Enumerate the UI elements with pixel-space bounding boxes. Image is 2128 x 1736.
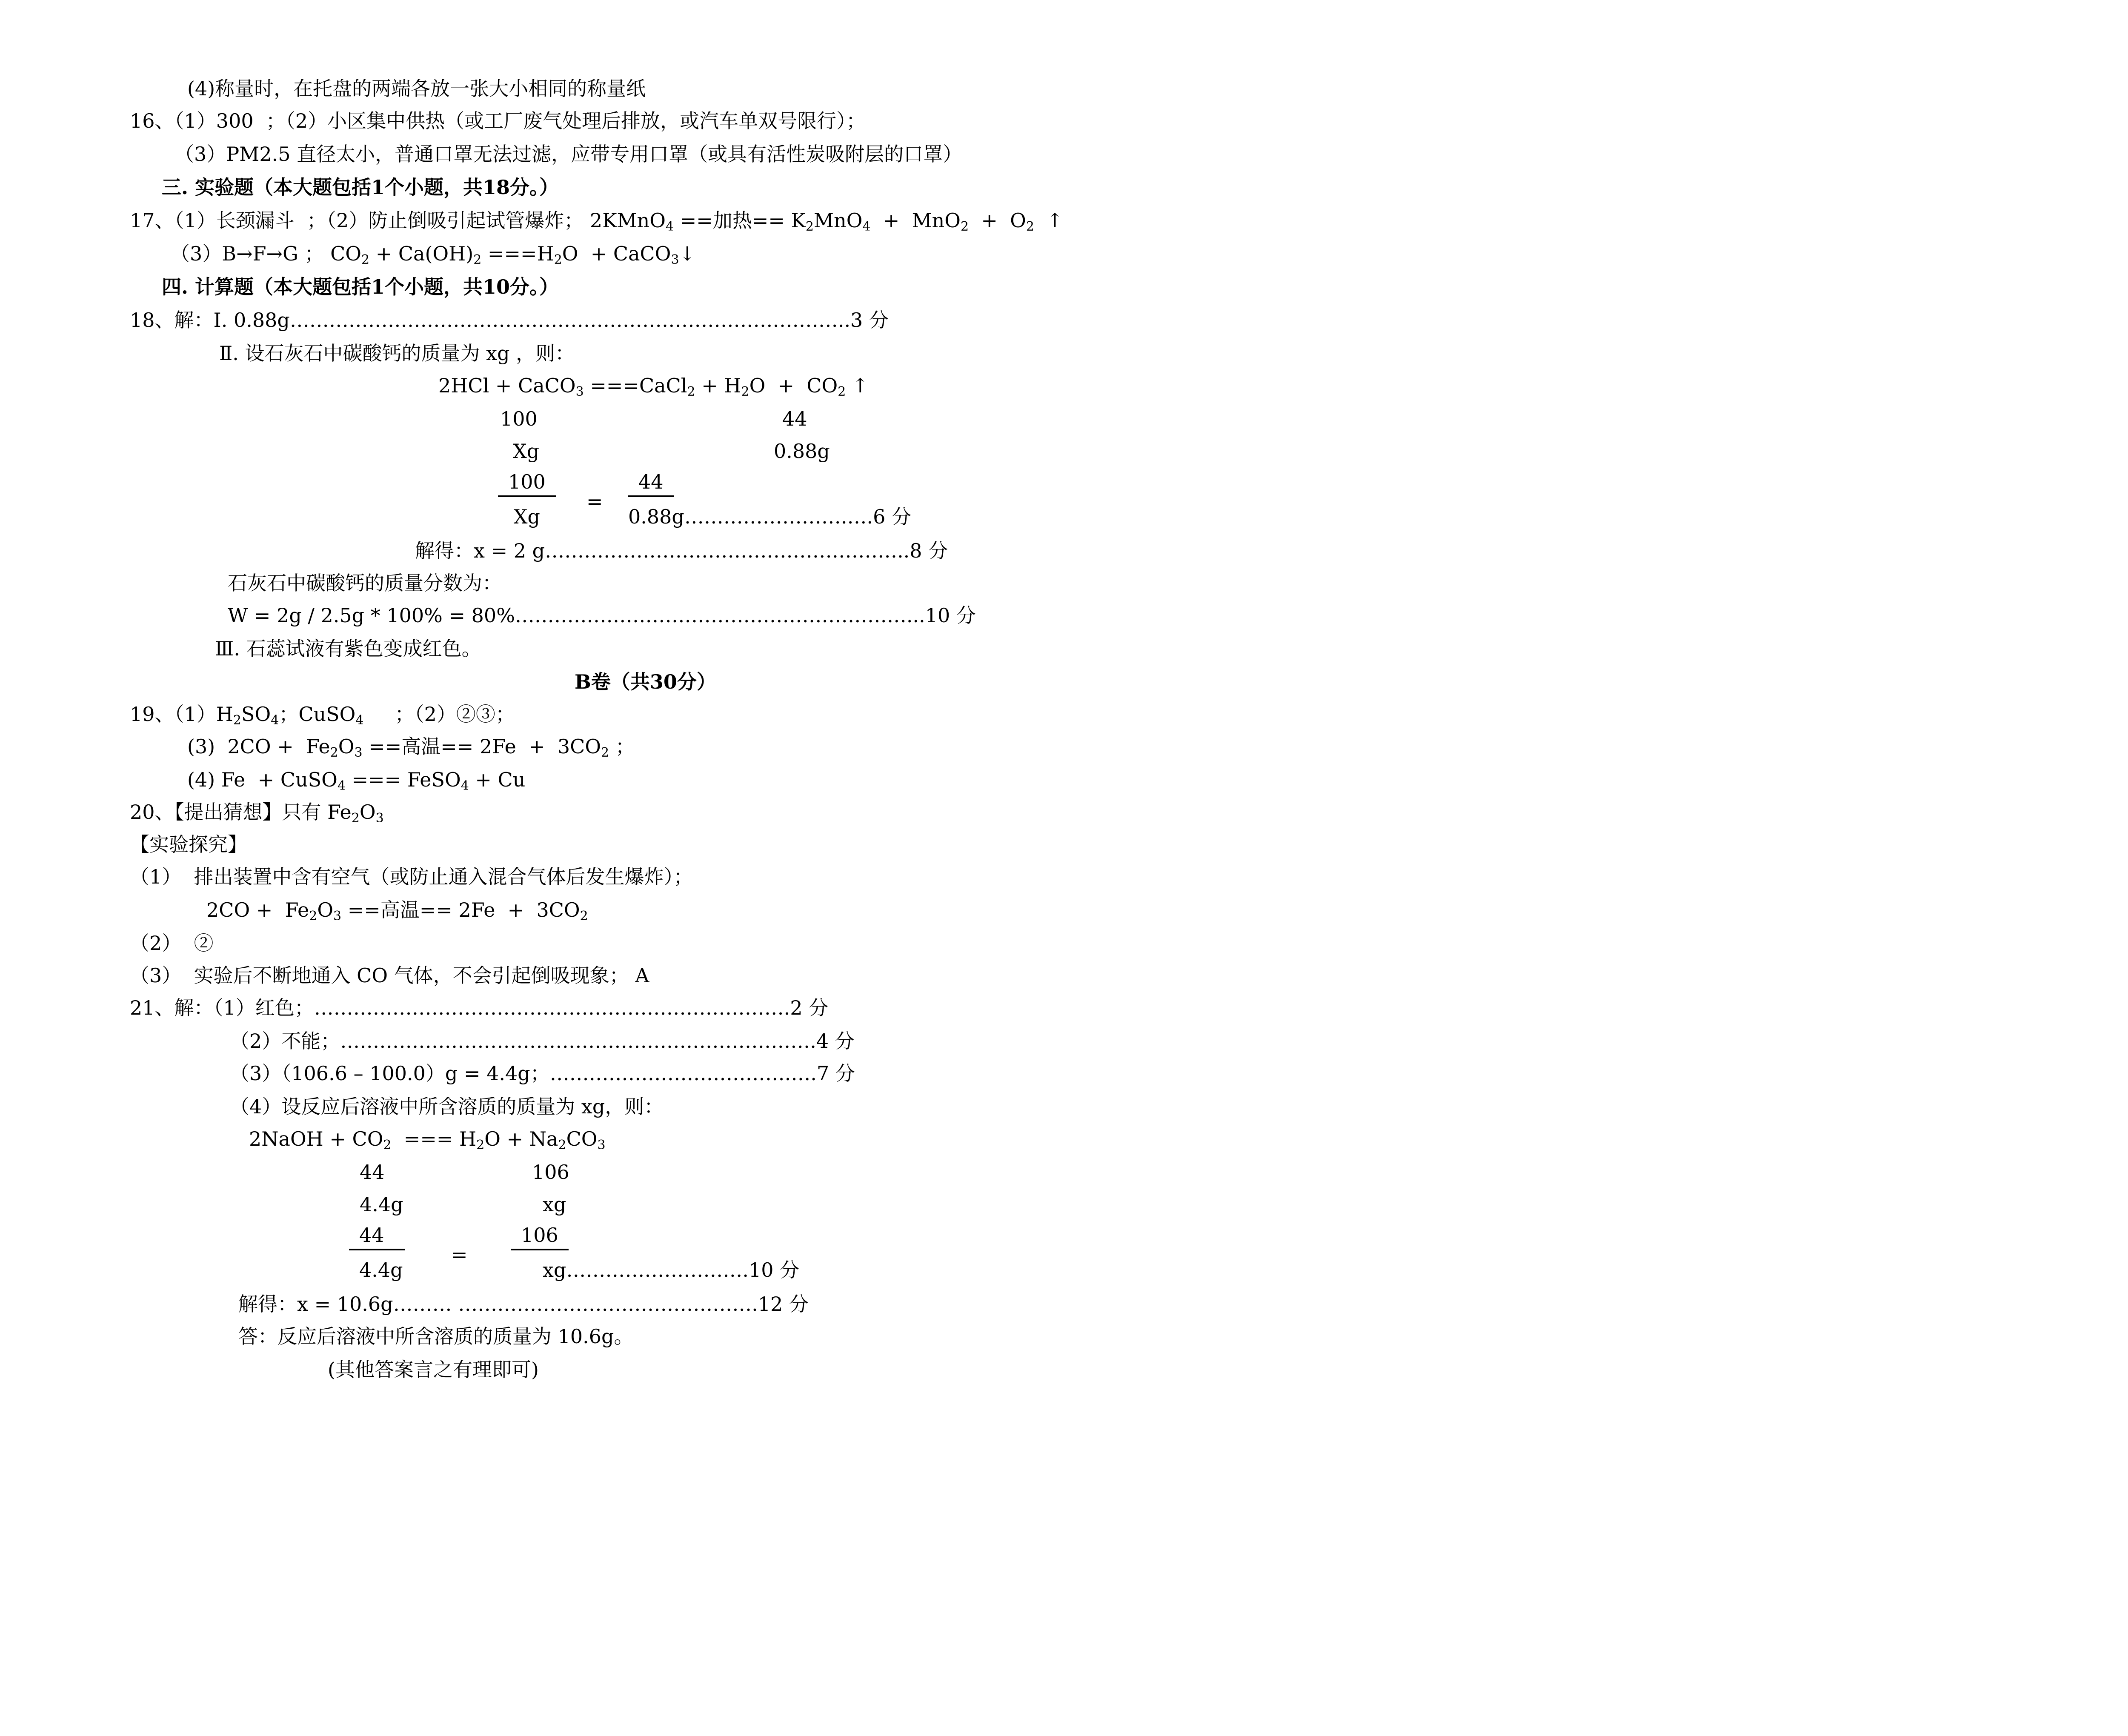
fraction-denominator: 0.88g…………………….….6 分	[628, 505, 912, 528]
answer-20-1-equation: $2CO + Fe_2O_3$ ==高温== $2Fe + 3CO_2$	[206, 898, 588, 924]
section-heading-experiment: 三. 实验题（本大题包括1个小题，共18分。）	[162, 176, 559, 199]
answer-20-2: （2） ②	[130, 932, 214, 955]
answer-15-4: (4)称量时，在托盘的两端各放一张大小相同的称量纸	[187, 77, 646, 100]
fraction-numerator: 44	[628, 470, 674, 497]
fraction-left	[498, 470, 556, 529]
answer-19-4: (4) Fe + CuSO$_4$ === FeSO$_4$ + Cu	[187, 768, 526, 793]
answer-20-1: （1） 排出装置中含有空气（或防止通入混合气体后发生爆炸）；	[130, 865, 693, 888]
equals-sign: =	[451, 1243, 468, 1266]
molar-mass-na2co3: 106	[532, 1161, 569, 1184]
solution-x: 解得：x = 2 g………………………………………………..8 分	[415, 539, 948, 562]
answer-19-3: (3) $2CO + Fe_2O_3$ ==高温== $2Fe + 3CO_2$ ；	[187, 735, 635, 760]
fraction-denominator: xg……………………….10 分	[543, 1258, 800, 1281]
fraction-right	[511, 1223, 799, 1283]
equation-naoh-co2: 2NaOH + $CO_2$ === $H_2O + Na_2CO_3$	[249, 1127, 606, 1153]
solution-x: 解得：x = 10.6g……… ……………………………………….12 分	[238, 1293, 809, 1316]
section-heading-b-paper: B卷（共30分）	[575, 670, 716, 693]
answer-16: 16、（1）300 ；（2）小区集中供热（或工厂废气处理后排放，或汽车单双号限行）；	[130, 109, 866, 132]
molar-mass-caco3: 100	[500, 407, 538, 430]
answer-20-3: （3） 实验后不断地通入 CO 气体，不会引起倒吸现象； A	[130, 964, 649, 987]
answer-20-hypothesis: 20、【提出猜想】只有 $Fe_2O_3$	[130, 801, 384, 826]
answer-21-2: （2）不能；……………………………………………………………….4 分	[230, 1030, 855, 1052]
molar-mass-co2: 44	[782, 407, 807, 430]
section-heading-calculation: 四. 计算题（本大题包括1个小题，共10分。）	[162, 275, 559, 298]
equals-sign: =	[586, 490, 603, 513]
answer-18-3: Ⅲ. 石蕊试液有紫色变成红色。	[215, 637, 481, 660]
molar-mass-co2: 44	[360, 1161, 385, 1184]
unknown-mass: Xg	[513, 440, 540, 463]
equation-hcl-caco3: 2HCl + CaCO$_3$ ===CaCl$_2$ + $H_2O + CO_2$ ↑	[438, 374, 869, 399]
fraction-numerator: 44	[349, 1223, 405, 1250]
answer-21-1: 21、解：（1）红色；……………………………………………………………….2 分	[130, 996, 829, 1019]
answer-18-1: 18、解：Ⅰ. 0.88g…………………………………………………………………………..3 分	[130, 309, 889, 332]
answer-21-3: （3）（106.6 – 100.0）g = 4.4g；……………………………….….7 分	[230, 1062, 855, 1085]
experiment-inquiry-heading: 【实验探究】	[130, 833, 247, 856]
fraction-numerator: 106	[511, 1223, 569, 1250]
fraction-left	[349, 1223, 405, 1283]
answer-19: 19、$(1)H_2SO_4$；CuSO$_4$ ；（2）②③；	[130, 703, 515, 728]
unknown-mass: xg	[543, 1193, 566, 1216]
fraction-right	[628, 470, 911, 529]
answer-17: 17、（1）长颈漏斗 ；（2）防止倒吸引起试管爆炸； 2KMnO$_4$ ==加热== $K_2MnO_4 + MnO_2 + O_2$ ↑	[130, 209, 1063, 234]
mass-fraction-calc: W = 2g / 2.5g * 100% = 80%……………………………………………………...10 分	[228, 604, 976, 627]
fraction-denominator: 4.4g	[359, 1258, 403, 1281]
note-other-answers: (其他答案言之有理即可)	[328, 1358, 539, 1381]
final-answer: 答：反应后溶液中所含溶质的质量为 10.6g。	[238, 1325, 634, 1348]
known-mass: 4.4g	[360, 1193, 403, 1216]
answer-17-3: （3）B→F→G ； $CO_2 + Ca(OH)_2 ===H_2O$ + CaCO$_3$↓	[170, 242, 696, 267]
fraction-numerator: 100	[498, 470, 556, 497]
answer-21-4-intro: （4）设反应后溶液中所含溶质的质量为 xg，则：	[230, 1095, 664, 1118]
known-mass: 0.88g	[774, 440, 830, 463]
answer-16-3: （3）PM2.5 直径太小，普通口罩无法过滤，应带专用口罩（或具有活性炭吸附层的口罩）	[174, 143, 963, 166]
mass-fraction-label: 石灰石中碳酸钙的质量分数为：	[228, 572, 502, 595]
answer-18-2-intro: Ⅱ. 设石灰石中碳酸钙的质量为 xg ，则：	[219, 342, 575, 365]
fraction-denominator: Xg	[513, 505, 540, 528]
